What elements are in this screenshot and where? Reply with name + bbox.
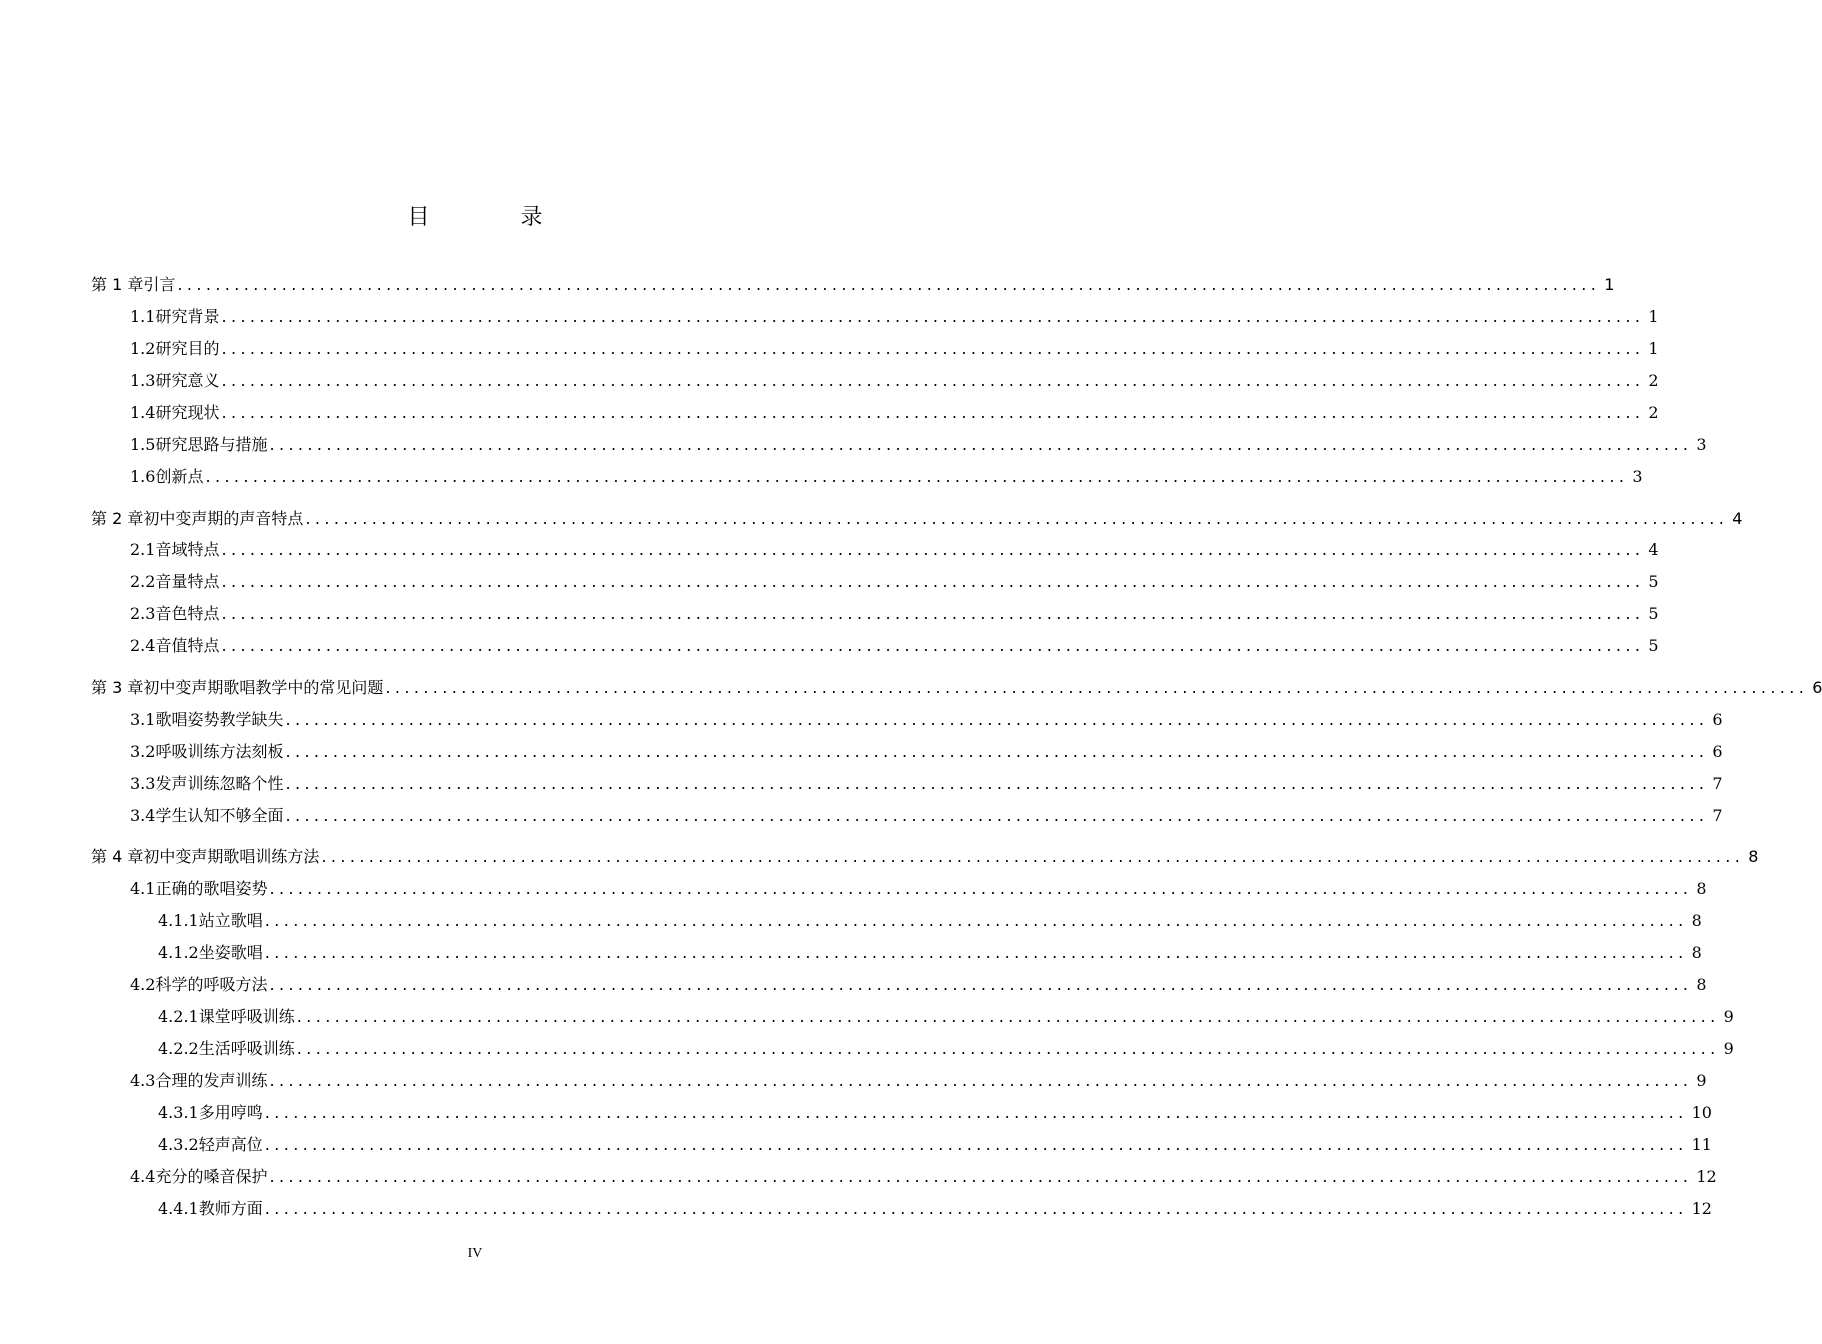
toc-entry-page: 6: [1812, 678, 1822, 697]
toc-entry-title: 音值特点: [155, 636, 220, 655]
toc-entry-3-1[interactable]: [0, 707, 1723, 729]
toc-entry-page: 1: [1648, 307, 1659, 326]
toc-entry-title: 音色特点: [155, 604, 220, 623]
toc-entry-title: 课堂呼吸训练: [198, 1007, 295, 1026]
toc-entry-number: 3.2: [130, 742, 156, 761]
toc-entry-page: 7: [1712, 774, 1723, 793]
toc-entry-4-2[interactable]: [0, 972, 1707, 994]
toc-entry-page: 4: [1732, 509, 1743, 528]
page-number: IV: [467, 1246, 483, 1261]
toc-entry-number: 3.4: [130, 806, 156, 825]
toc-entry-page: 5: [1648, 572, 1659, 591]
toc-entry-4-2-2[interactable]: [0, 1036, 1734, 1058]
toc-entry-title: 音量特点: [155, 572, 220, 591]
toc-leader-dots: ......................................................................................................................................................: [269, 435, 1693, 454]
toc-leader-dots: ......................................................................................................................................................: [221, 339, 1645, 358]
toc-entry-chapter-4[interactable]: [0, 844, 1759, 866]
toc-entry-number: 4.2.1: [158, 1007, 199, 1026]
toc-leader-dots: ......................................................................................................................................................: [385, 678, 1809, 697]
toc-leader-dots: ......................................................................................................................................................: [285, 710, 1709, 729]
toc-entry-page: 3: [1696, 435, 1707, 454]
toc-entry-number: 1.5: [130, 435, 156, 454]
toc-entry-page: 4: [1648, 540, 1659, 559]
toc-entry-title: 初中变声期歌唱训练方法: [143, 847, 320, 866]
toc-entry-page: 1: [1604, 275, 1615, 294]
toc-entry-number: 1.3: [130, 371, 156, 390]
toc-entry-2-1[interactable]: [0, 537, 1659, 559]
toc-leader-dots: ......................................................................................................................................................: [221, 371, 1645, 390]
toc-entry-number: 1.4: [130, 403, 156, 422]
toc-entry-number: 第 2 章: [91, 509, 144, 528]
toc-entry-title: 正确的歌唱姿势: [155, 879, 268, 898]
toc-entry-title: 合理的发声训练: [155, 1071, 268, 1090]
toc-entry-title: 研究思路与措施: [155, 435, 268, 454]
toc-entry-page: 8: [1748, 847, 1759, 866]
toc-entry-2-2[interactable]: [0, 569, 1659, 591]
toc-leader-dots: ......................................................................................................................................................: [264, 1135, 1688, 1154]
toc-entry-1-2[interactable]: [0, 336, 1659, 358]
toc-entry-page: 8: [1696, 879, 1707, 898]
toc-entry-title: 研究目的: [155, 339, 220, 358]
toc-entry-title: 学生认知不够全面: [155, 806, 284, 825]
toc-entry-title: 歌唱姿势教学缺失: [155, 710, 284, 729]
toc-entry-title: 多用哼鸣: [198, 1103, 263, 1122]
toc-entry-page: 8: [1691, 943, 1702, 962]
toc-entry-title: 站立歌唱: [198, 911, 263, 930]
toc-entry-number: 第 3 章: [91, 678, 144, 697]
toc-entry-1-3[interactable]: [0, 368, 1659, 390]
toc-title: 目 录: [407, 205, 585, 230]
toc-leader-dots: ......................................................................................................................................................: [264, 1103, 1688, 1122]
toc-leader-dots: ......................................................................................................................................................: [221, 307, 1645, 326]
toc-entry-title: 研究意义: [155, 371, 220, 390]
toc-entry-title: 呼吸训练方法刻板: [155, 742, 284, 761]
toc-entry-1-4[interactable]: [0, 400, 1659, 422]
toc-entry-title: 初中变声期的声音特点: [143, 509, 304, 528]
toc-entry-title: 创新点: [155, 467, 204, 486]
toc-entry-number: 4.3: [130, 1071, 156, 1090]
toc-entry-number: 4.3.2: [158, 1135, 199, 1154]
toc-leader-dots: ......................................................................................................................................................: [264, 1199, 1688, 1218]
toc-entry-number: 4.3.1: [158, 1103, 199, 1122]
toc-entry-1-5[interactable]: [0, 432, 1707, 454]
toc-entry-4-4-1[interactable]: [0, 1196, 1712, 1218]
toc-leader-dots: ......................................................................................................................................................: [221, 572, 1645, 591]
toc-entry-title: 研究背景: [155, 307, 220, 326]
toc-entry-chapter-1[interactable]: [0, 272, 1615, 294]
toc-leader-dots: ......................................................................................................................................................: [269, 975, 1693, 994]
toc-entry-page: 10: [1691, 1103, 1712, 1122]
toc-entry-title: 音域特点: [155, 540, 220, 559]
toc-entry-2-3[interactable]: [0, 601, 1659, 623]
toc-leader-dots: ......................................................................................................................................................: [285, 742, 1709, 761]
toc-leader-dots: ......................................................................................................................................................: [264, 911, 1688, 930]
toc-entry-page: 12: [1696, 1167, 1717, 1186]
toc-entry-4-3-1[interactable]: [0, 1100, 1712, 1122]
toc-entry-4-3[interactable]: [0, 1068, 1707, 1090]
toc-entry-number: 4.1.1: [158, 911, 199, 930]
toc-entry-1-1[interactable]: [0, 304, 1659, 326]
toc-entry-title: 科学的呼吸方法: [155, 975, 268, 994]
toc-entry-page: 6: [1712, 742, 1723, 761]
toc-leader-dots: ......................................................................................................................................................: [285, 774, 1709, 793]
toc-entry-number: 4.4.1: [158, 1199, 199, 1218]
toc-entry-number: 4.1.2: [158, 943, 199, 962]
toc-entry-title: 生活呼吸训练: [198, 1039, 295, 1058]
toc-leader-dots: ......................................................................................................................................................: [177, 275, 1601, 294]
toc-entry-page: 2: [1648, 403, 1659, 422]
toc-leader-dots: ......................................................................................................................................................: [321, 847, 1745, 866]
toc-entry-number: 4.4: [130, 1167, 156, 1186]
toc-leader-dots: ......................................................................................................................................................: [221, 540, 1645, 559]
toc-entry-page: 9: [1723, 1039, 1734, 1058]
toc-entry-title: 初中变声期歌唱教学中的常见问题: [143, 678, 384, 697]
toc-entry-4-4[interactable]: [0, 1164, 1717, 1186]
toc-entry-1-6[interactable]: [0, 464, 1643, 486]
toc-leader-dots: ......................................................................................................................................................: [269, 879, 1693, 898]
toc-entry-page: 8: [1691, 911, 1702, 930]
toc-entry-4-1-1[interactable]: [0, 908, 1702, 930]
toc-leader-dots: ......................................................................................................................................................: [221, 403, 1645, 422]
toc-entry-page: 2: [1648, 371, 1659, 390]
toc-leader-dots: ......................................................................................................................................................: [221, 636, 1645, 655]
toc-entry-page: 3: [1632, 467, 1643, 486]
toc-entry-page: 11: [1691, 1135, 1712, 1154]
toc-entry-3-2[interactable]: [0, 739, 1723, 761]
toc-entry-number: 4.2.2: [158, 1039, 199, 1058]
toc-entry-number: 第 1 章: [91, 275, 144, 294]
toc-leader-dots: ......................................................................................................................................................: [296, 1039, 1720, 1058]
toc-entry-number: 2.1: [130, 540, 156, 559]
toc-entry-number: 3.1: [130, 710, 156, 729]
toc-entry-title: 充分的嗓音保护: [155, 1167, 268, 1186]
toc-leader-dots: ......................................................................................................................................................: [305, 509, 1729, 528]
toc-entry-3-4[interactable]: [0, 803, 1723, 825]
toc-entry-number: 2.4: [130, 636, 156, 655]
toc-entry-number: 4.2: [130, 975, 156, 994]
toc-leader-dots: ......................................................................................................................................................: [205, 467, 1629, 486]
toc-entry-number: 1.6: [130, 467, 156, 486]
toc-entry-page: 5: [1648, 604, 1659, 623]
toc-leader-dots: ......................................................................................................................................................: [285, 806, 1709, 825]
toc-entry-4-1-2[interactable]: [0, 940, 1702, 962]
toc-entry-number: 1.1: [130, 307, 156, 326]
toc-entry-number: 3.3: [130, 774, 156, 793]
toc-entry-number: 第 4 章: [91, 847, 144, 866]
toc-entry-chapter-3[interactable]: [0, 675, 1822, 697]
toc-entry-page: 9: [1696, 1071, 1707, 1090]
toc-entry-3-3[interactable]: [0, 771, 1723, 793]
toc-entry-page: 5: [1648, 636, 1659, 655]
toc-entry-title: 轻声高位: [198, 1135, 263, 1154]
toc-entry-title: 坐姿歌唱: [198, 943, 263, 962]
toc-entry-page: 9: [1723, 1007, 1734, 1026]
toc-entry-page: 8: [1696, 975, 1707, 994]
toc-entry-page: 12: [1691, 1199, 1712, 1218]
toc-leader-dots: ......................................................................................................................................................: [221, 604, 1645, 623]
toc-entry-2-4[interactable]: [0, 633, 1659, 655]
toc-entry-title: 引言: [143, 275, 176, 294]
toc-entry-title: 研究现状: [155, 403, 220, 422]
toc-entry-number: 1.2: [130, 339, 156, 358]
toc-entry-page: 1: [1648, 339, 1659, 358]
toc-entry-4-2-1[interactable]: [0, 1004, 1734, 1026]
toc-leader-dots: ......................................................................................................................................................: [264, 943, 1688, 962]
toc-entry-4-3-2[interactable]: [0, 1132, 1712, 1154]
toc-leader-dots: ......................................................................................................................................................: [269, 1167, 1693, 1186]
toc-leader-dots: ......................................................................................................................................................: [269, 1071, 1693, 1090]
toc-entry-4-1[interactable]: [0, 876, 1707, 898]
toc-entry-number: 4.1: [130, 879, 156, 898]
toc-entry-title: 教师方面: [198, 1199, 263, 1218]
toc-entry-chapter-2[interactable]: [0, 506, 1743, 528]
toc-entry-number: 2.3: [130, 604, 156, 623]
toc-entry-page: 6: [1712, 710, 1723, 729]
toc-entry-number: 2.2: [130, 572, 156, 591]
toc-entry-page: 7: [1712, 806, 1723, 825]
toc-leader-dots: ......................................................................................................................................................: [296, 1007, 1720, 1026]
toc-entry-title: 发声训练忽略个性: [155, 774, 284, 793]
